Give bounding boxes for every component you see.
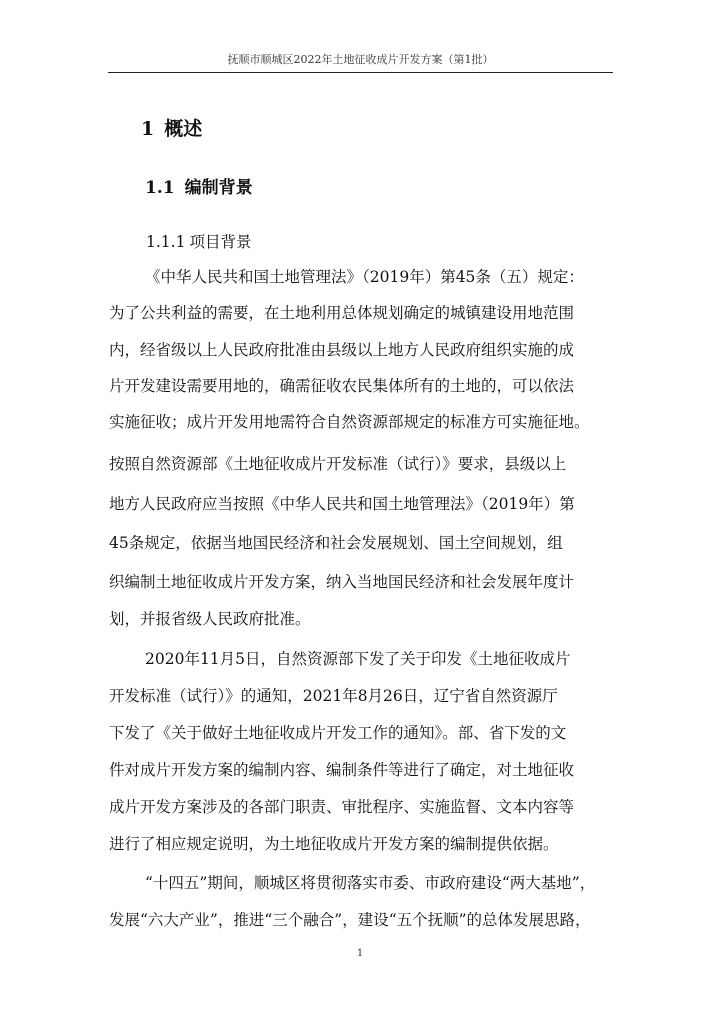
section-title: 概述 <box>164 118 203 140</box>
body-line: 《中华人民共和国土地管理法》（2019年）第45条（五）规定： <box>145 268 584 286</box>
body-line: 织编制土地征收成片开发方案，纳入当地国民经济和社会发展年度计 <box>109 573 575 591</box>
subsection-title: 编制背景 <box>184 178 253 198</box>
page-number: 1 <box>356 948 364 959</box>
body-line: 2020年11月5日，自然资源部下发了关于印发《土地征收成片 <box>145 650 571 668</box>
body-line: 为了公共利益的需要，在土地利用总体规划确定的城镇建设用地范围 <box>109 304 575 322</box>
subsubsection-number: 1.1.1 <box>146 233 186 251</box>
body-line: 地方人民政府应当按照《中华人民共和国土地管理法》（2019年）第 <box>109 495 575 513</box>
subsection-heading <box>145 173 253 198</box>
subsection-number: 1.1 <box>145 178 175 198</box>
body-line: 划，并报省级人民政府批准。 <box>109 610 311 628</box>
body-line: 按照自然资源部《土地征收成片开发标准（试行）》要求，县级以上 <box>109 455 567 473</box>
subsubsection-heading <box>146 230 251 252</box>
body-line: 下发了《关于做好土地征收成片开发工作的通知》。部、省下发的文 <box>109 724 567 742</box>
section-number: 1 <box>141 118 155 140</box>
body-line: 发展“六大产业”，推进“三个融合”，建设“五个抚顺”的总体发展思路， <box>109 911 591 929</box>
page-header: 抚顺市顺城区2022年土地征收成片开发方案（第1批） <box>227 53 494 66</box>
body-line: 45条规定，依据当地国民经济和社会发展规划、国土空间规划，组 <box>109 534 563 552</box>
section-heading <box>141 114 202 141</box>
body-line: 进行了相应规定说明，为土地征收成片开发方案的编制提供依据。 <box>109 835 559 853</box>
body-line: 成片开发方案涉及的各部门职责、审批程序、实施监督、文本内容等 <box>109 798 575 816</box>
body-line: 件对成片开发方案的编制内容、编制条件等进行了确定，对土地征收 <box>109 761 575 779</box>
body-line: 开发标准（试行）》的通知，2021年8月26日，辽宁省自然资源厅 <box>109 687 558 705</box>
subsubsection-title: 项目背景 <box>189 233 252 251</box>
body-line: 片开发建设需要用地的，确需征收农民集体所有的土地的，可以依法 <box>109 377 575 395</box>
body-line: “十四五”期间，顺城区将贯彻落实市委、市政府建设“两大基地”， <box>145 874 596 892</box>
header-divider <box>108 72 613 73</box>
body-line: 实施征收；成片开发用地需符合自然资源部规定的标准方可实施征地。 <box>109 413 590 431</box>
body-line: 内，经省级以上人民政府批准由县级以上地方人民政府组织实施的成 <box>109 341 575 359</box>
